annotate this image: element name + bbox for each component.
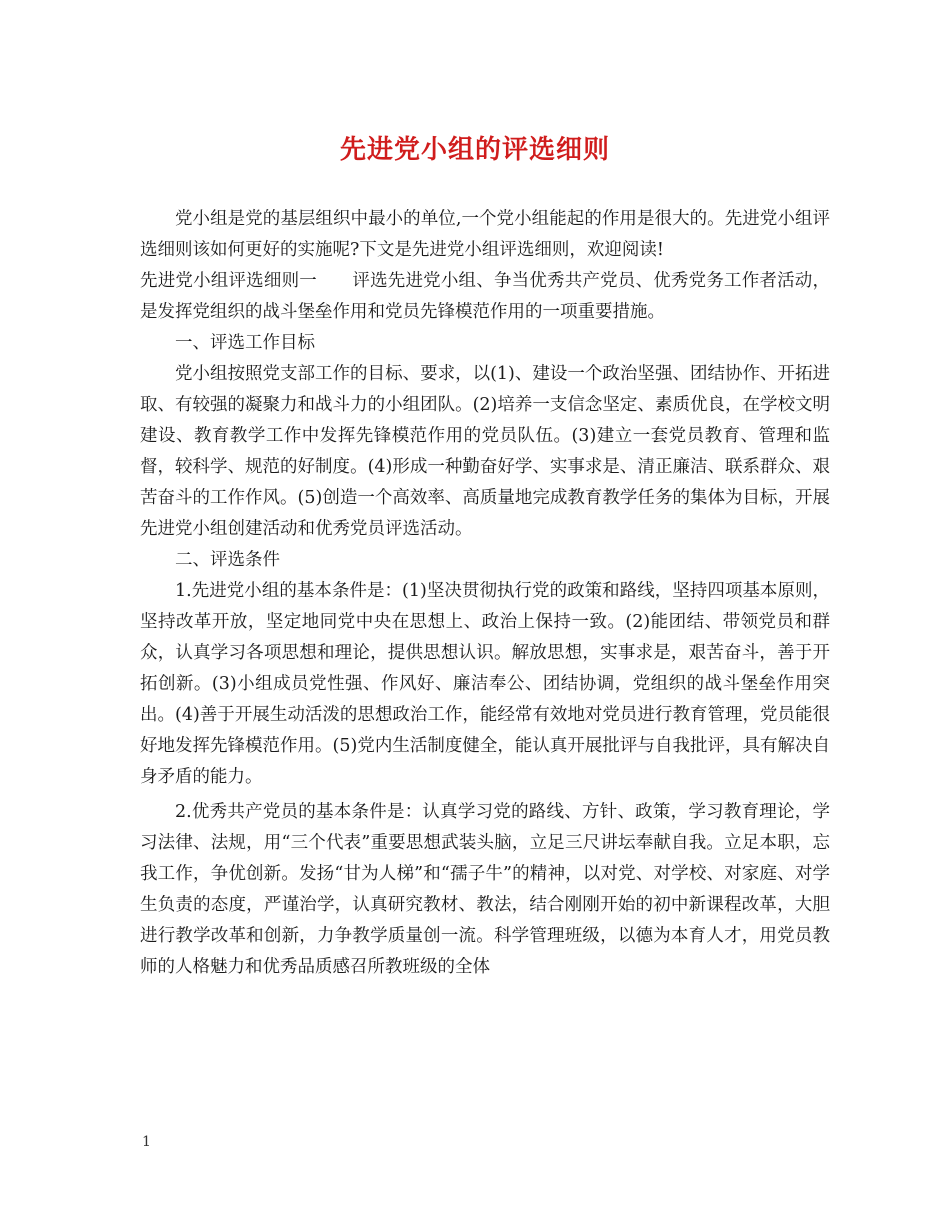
section-intro-paragraph: 先进党小组评选细则一 评选先进党小组、争当优秀共产党员、优秀党务工作者活动，是发挥党组织的战斗堡垒作用和党员先锋模范作用的一项重要措施。 bbox=[140, 271, 830, 322]
heading-conditions: 二、评选条件 bbox=[175, 550, 280, 570]
document-body bbox=[140, 204, 830, 983]
document-title: 先进党小组的评选细则 bbox=[339, 135, 610, 165]
intro-paragraph: 党小组是党的基层组织中最小的单位,一个党小组能起的作用是很大的。先进党小组评选细则该如何更好的实施呢?下文是先进党小组评选细则，欢迎阅读! bbox=[140, 209, 830, 260]
goals-paragraph: 党小组按照党支部工作的目标、要求，以(1)、建设一个政治坚强、团结协作、开拓进取、有较强的凝聚力和战斗力的小组团队。(2)培养一支信念坚定、素质优良，在学校文明建设、教育教学工作中发挥先锋模范作用的党员队伍。(3)建立一套党员教育、管理和监督，较科学、规范的好制度。(4)形成一种勤奋好学、实事求是、清正廉洁、联系群众、艰苦奋斗的工作作风。(5)创造一个高效率、高质量地完成教育教学任务的集体为目标，开展先进党小组创建活动和优秀党员评选活动。 bbox=[140, 364, 830, 539]
conditions-group-paragraph: 1.先进党小组的基本条件是：(1)坚决贯彻执行党的政策和路线，坚持四项基本原则，坚持改革开放，坚定地同党中央在思想上、政治上保持一致。(2)能团结、带领党员和群众，认真学习各项思想和理论，提供思想认识。解放思想，实事求是，艰苦奋斗，善于开拓创新。(3)小组成员党性强、作风好、廉洁奉公、团结协调，党组织的战斗堡垒作用突出。(4)善于开展生动活泼的思想政治工作，能经常有效地对党员进行教育管理，党员能很好地发挥先锋模范作用。(5)党内生活制度健全，能认真开展批评与自我批评，具有解决自身矛盾的能力。 bbox=[140, 581, 830, 787]
page-number: 1 bbox=[142, 1134, 151, 1150]
heading-goals: 一、评选工作目标 bbox=[175, 333, 315, 353]
conditions-member-paragraph: 2.优秀共产党员的基本条件是：认真学习党的路线、方针、政策，学习教育理论，学习法律、法规，用“三个代表”重要思想武装头脑，立足三尺讲坛奉献自我。立足本职，忘我工作，争优创新。发扬“甘为人梯”和“孺子牛”的精神，以对党、对学校、对家庭、对学生负责的态度，严谨治学，认真研究教材、教法，结合刚刚开始的初中新课程改革，大胆进行教学改革和创新，力争教学质量创一流。科学管理班级，以德为本育人才，用党员教师的人格魅力和优秀品质感召所教班级的全体 bbox=[140, 802, 830, 977]
